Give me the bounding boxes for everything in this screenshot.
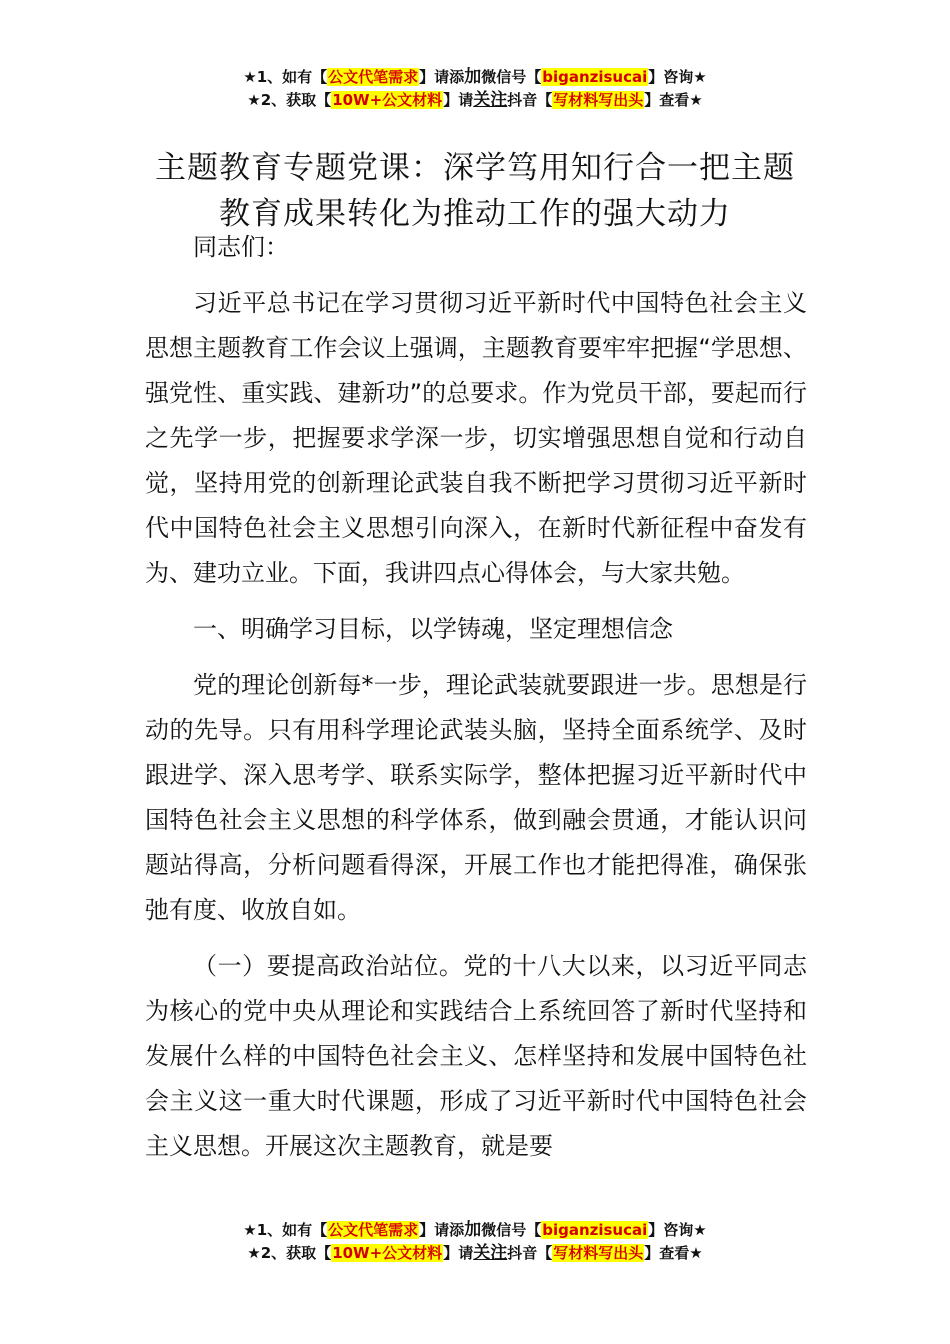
promo-text: ★2、获取【 (247, 91, 332, 109)
promo-banner-top (0, 66, 950, 112)
promo-line-1 (0, 1219, 950, 1242)
section-heading: 一、明确学习目标，以学铸魂，坚定理想信念 (193, 615, 673, 643)
promo-text: 】请 (443, 91, 474, 109)
promo-text: ★2、获取【 (247, 1244, 332, 1262)
promo-text: ★1、如有【 (243, 68, 328, 86)
promo-wechat-id: biganzisucai (542, 68, 648, 86)
promo-text: ★1、如有【 (243, 1221, 328, 1239)
promo-line-2 (0, 1242, 950, 1265)
paragraph: 党的理论创新每*一步，理论武装就要跟进一步。思想是行动的先导。只有用科学理论武装头脑，坚持全面系统学、及时跟进学、深入思考学、联系实际学，整体把握习近平新时代中国特色社会主义思想的科学体系，做到融会贯通，才能认识问题站得高，分析问题看得深，开展工作也才能把得准，确保张弛有度、收放自如。 (145, 671, 807, 924)
promo-text: 微信号【 (481, 68, 542, 86)
document-body (145, 225, 807, 1180)
promo-text: 】请添 (419, 1221, 465, 1239)
promo-text: 关注 (473, 90, 508, 110)
promo-highlight: 公文代笔需求 (328, 1221, 419, 1239)
promo-douyin-id: 写材料写出头 (553, 91, 644, 109)
document-title: 主题教育专题党课：深学笃用知行合一把主题教育成果转化为推动工作的强大动力 (155, 149, 795, 232)
greeting: 同志们： (193, 233, 289, 261)
promo-banner-bottom (0, 1219, 950, 1265)
promo-line-2 (0, 89, 950, 112)
promo-text: 】查看★ (644, 1244, 703, 1262)
promo-text: 】咨询★ (648, 1221, 707, 1239)
promo-text: 】请添 (419, 68, 465, 86)
promo-wechat-id: biganzisucai (542, 1221, 648, 1239)
promo-text: 微信号【 (481, 1221, 542, 1239)
promo-line-1 (0, 66, 950, 89)
promo-text: 关注 (473, 1243, 508, 1263)
promo-text: 抖音【 (507, 91, 553, 109)
paragraph: （一）要提高政治站位。党的十八大以来，以习近平同志为核心的党中央从理论和实践结合上系统回答了新时代坚持和发展什么样的中国特色社会主义、怎样坚持和发展中国特色社会主义这一重大时代课题，形成了习近平新时代中国特色社会主义思想。开展这次主题教育，就是要 (145, 952, 807, 1160)
promo-highlight: 公文代笔需求 (328, 68, 419, 86)
promo-text: 】请 (443, 1244, 474, 1262)
promo-highlight: 10W+公文材料 (332, 91, 443, 109)
promo-highlight: 10W+公文材料 (332, 1244, 443, 1262)
paragraph: 习近平总书记在学习贯彻习近平新时代中国特色社会主义思想主题教育工作会议上强调，主题教育要牢牢把握“学思想、强党性、重实践、建新功”的总要求。作为党员干部，要起而行之先学一步，把握要求学深一步，切实增强思想自觉和行动自觉，坚持用党的创新理论武装自我不断把学习贯彻习近平新时代中国特色社会主义思想引向深入，在新时代新征程中奋发有为、建功立业。下面，我讲四点心得体会，与大家共勉。 (145, 289, 807, 587)
promo-text: 抖音【 (507, 1244, 553, 1262)
promo-text: 加 (464, 1220, 482, 1240)
promo-text: 】查看★ (644, 91, 703, 109)
promo-text: 】咨询★ (648, 68, 707, 86)
promo-douyin-id: 写材料写出头 (553, 1244, 644, 1262)
promo-text: 加 (464, 67, 482, 87)
